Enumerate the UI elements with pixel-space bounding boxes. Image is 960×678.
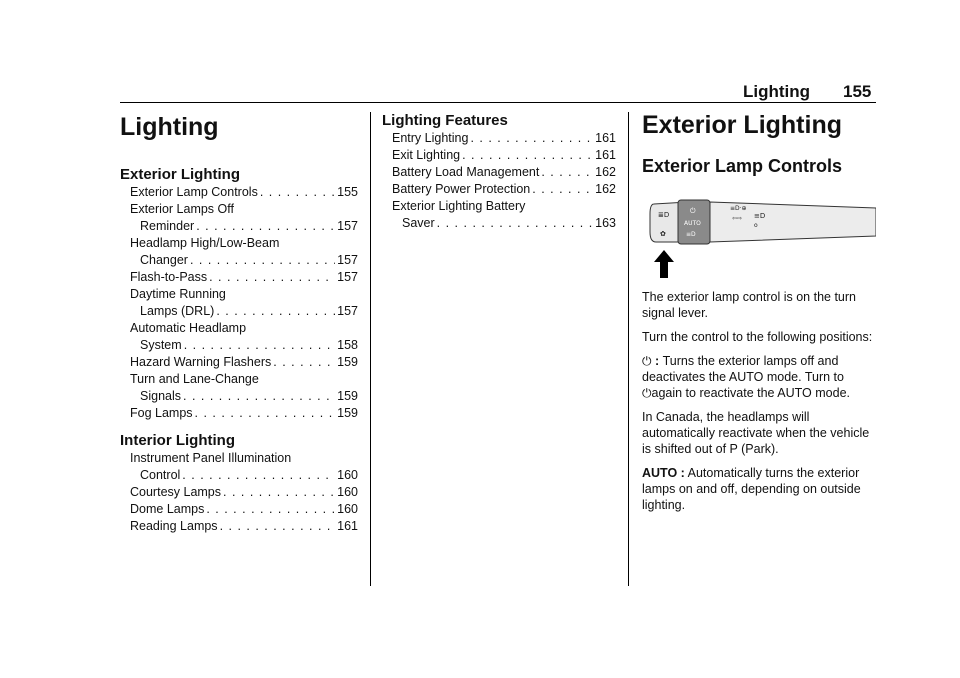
toc-entry-line[interactable]: Automatic Headlamp: [130, 321, 247, 335]
column-divider-1: [370, 112, 371, 586]
off-description-continued: again to reactivate the AUTO mode.: [651, 386, 850, 400]
toc-list: [382, 130, 616, 232]
para-lever-location: The exterior lamp control is on the turn signal lever.: [642, 290, 856, 320]
toc-entry-label: Control: [140, 468, 181, 482]
auto-description: Automatically turns the exterior lamps on and off, depending on outside lighting.: [642, 466, 861, 512]
lever-auto-label: AUTO: [684, 220, 701, 227]
toc-entry-page: 159: [337, 389, 358, 403]
off-term-separator: :: [651, 354, 663, 368]
section-title: Exterior Lighting: [642, 111, 842, 139]
toc-column-2: [382, 110, 616, 232]
toc-entry[interactable]: [120, 405, 358, 422]
content-column: [642, 110, 878, 177]
toc-leader-dots: [196, 218, 335, 235]
toc-entry[interactable]: [120, 467, 358, 484]
header-page-number: 155: [843, 82, 872, 101]
toc-entry-line[interactable]: Turn and Lane-Change: [130, 372, 259, 386]
auto-term: AUTO :: [642, 466, 685, 480]
toc-entry-page: 160: [337, 502, 358, 516]
toc-entry-page: 157: [337, 270, 358, 284]
svg-text:o: o: [754, 222, 758, 229]
toc-leader-dots: [223, 484, 335, 501]
toc-entry-page: 161: [337, 519, 358, 533]
arrow-up-icon: [654, 250, 674, 278]
toc-entry-page: 159: [337, 355, 358, 369]
toc-entry-line[interactable]: Instrument Panel Illumination: [130, 451, 292, 465]
toc-entry-label: Exit Lighting: [392, 148, 461, 162]
toc-entry-page: 158: [337, 338, 358, 352]
toc-entry-label: Lamps (DRL): [140, 304, 215, 318]
toc-entry-page: 162: [595, 182, 616, 196]
toc-entry-label: Changer: [140, 253, 188, 267]
toc-entry[interactable]: [382, 181, 616, 198]
toc-leader-dots: [470, 130, 593, 147]
toc-entry[interactable]: [120, 484, 358, 501]
toc-entry-line[interactable]: Exterior Lighting Battery: [392, 199, 526, 213]
power-off-icon-inline: ⏻: [642, 386, 652, 400]
header-section-title: Lighting: [743, 82, 811, 101]
toc-entry-label: Dome Lamps: [130, 502, 205, 516]
toc-entry-label: Courtesy Lamps: [130, 485, 222, 499]
header-rule: [120, 102, 876, 103]
toc-entry-page: 161: [595, 148, 616, 162]
toc-entry-page: 161: [595, 131, 616, 145]
toc-section-heading: Exterior Lighting: [120, 166, 240, 183]
toc-section-heading: Interior Lighting: [120, 432, 235, 449]
toc-entry-page: 160: [337, 468, 358, 482]
toc-entry[interactable]: [120, 501, 358, 518]
toc-list: [120, 184, 358, 422]
toc-entry[interactable]: [120, 252, 358, 269]
toc-entry-page: 159: [337, 406, 358, 420]
toc-leader-dots: [195, 405, 336, 422]
svg-text:≡D: ≡D: [686, 231, 696, 238]
toc-entry-label: Reading Lamps: [130, 519, 218, 533]
toc-entry[interactable]: [120, 518, 358, 535]
toc-list: [120, 450, 358, 535]
toc-entry[interactable]: [120, 269, 358, 286]
toc-entry-label: Saver: [402, 216, 435, 230]
toc-entry-page: 155: [337, 185, 358, 199]
toc-entry-page: 162: [595, 165, 616, 179]
toc-entry[interactable]: [382, 147, 616, 164]
toc-leader-dots: [532, 181, 593, 198]
toc-entry-label: Signals: [140, 389, 181, 403]
toc-entry-page: 157: [337, 253, 358, 267]
toc-entry[interactable]: [120, 337, 358, 354]
toc-entry-page: 157: [337, 219, 358, 233]
para-auto-position: [642, 465, 878, 513]
power-off-icon: ⏻: [642, 354, 652, 368]
toc-sections: [120, 166, 358, 535]
toc-leader-dots: [182, 467, 335, 484]
toc-leader-dots: [206, 501, 335, 518]
toc-entry-page: 160: [337, 485, 358, 499]
toc-heading-lighting-features: Lighting Features: [382, 112, 508, 129]
toc-entry-label: Battery Load Management: [392, 165, 540, 179]
toc-entry[interactable]: [120, 184, 358, 201]
toc-entry[interactable]: [382, 215, 616, 232]
toc-leader-dots: [216, 303, 335, 320]
svg-text:≡D: ≡D: [754, 212, 766, 220]
toc-entry-label: System: [140, 338, 182, 352]
toc-entry-page: 163: [595, 216, 616, 230]
chapter-title: Lighting: [120, 113, 219, 141]
toc-column-1: [120, 110, 358, 535]
toc-leader-dots: [220, 518, 336, 535]
toc-entry-label: Battery Power Protection: [392, 182, 531, 196]
toc-leader-dots: [462, 147, 593, 164]
toc-entry[interactable]: [120, 218, 358, 235]
toc-entry-label: Fog Lamps: [130, 406, 193, 420]
toc-entry-label: Reminder: [140, 219, 195, 233]
svg-text:✿: ✿: [660, 230, 666, 238]
toc-entry-page: 157: [337, 304, 358, 318]
toc-leader-dots: [541, 164, 593, 181]
toc-leader-dots: [190, 252, 335, 269]
toc-leader-dots: [273, 354, 335, 371]
svg-text:⏻: ⏻: [690, 207, 696, 215]
toc-leader-dots: [437, 215, 593, 232]
off-description: Turns the exterior lamps off and deactivates the AUTO mode. Turn to: [642, 354, 844, 384]
toc-entry-label: Exterior Lamp Controls: [130, 185, 258, 199]
content-body: [642, 289, 878, 513]
toc-entry-line[interactable]: Headlamp High/Low-Beam: [130, 236, 280, 250]
toc-entry-label: Hazard Warning Flashers: [130, 355, 272, 369]
subsection-title: Exterior Lamp Controls: [642, 156, 843, 176]
toc-entry-label: Entry Lighting: [392, 131, 469, 145]
toc-leader-dots: [184, 337, 335, 354]
turn-signal-lever-illustration: [648, 196, 876, 276]
para-canada-note: In Canada, the headlamps will automatically reactivate when the vehicle is shifted out of P (Park).: [642, 410, 870, 456]
toc-leader-dots: [260, 184, 335, 201]
toc-entry-label: Flash-to-Pass: [130, 270, 208, 284]
para-off-position: [642, 353, 878, 401]
toc-entry-line[interactable]: Exterior Lamps Off: [130, 202, 234, 216]
svg-text:⇦⇨: ⇦⇨: [732, 215, 743, 222]
toc-entry[interactable]: [382, 130, 616, 147]
toc-leader-dots: [209, 269, 335, 286]
svg-text:≡D·⊕: ≡D·⊕: [730, 205, 747, 212]
toc-entry[interactable]: [120, 303, 358, 320]
toc-leader-dots: [183, 388, 335, 405]
column-divider-2: [628, 112, 629, 586]
toc-entry[interactable]: [382, 164, 616, 181]
svg-text:≣D: ≣D: [658, 211, 670, 219]
para-turn-control: Turn the control to the following positions:: [642, 330, 873, 344]
toc-entry[interactable]: [120, 388, 358, 405]
toc-entry[interactable]: [120, 354, 358, 371]
toc-entry-line[interactable]: Daytime Running: [130, 287, 226, 301]
